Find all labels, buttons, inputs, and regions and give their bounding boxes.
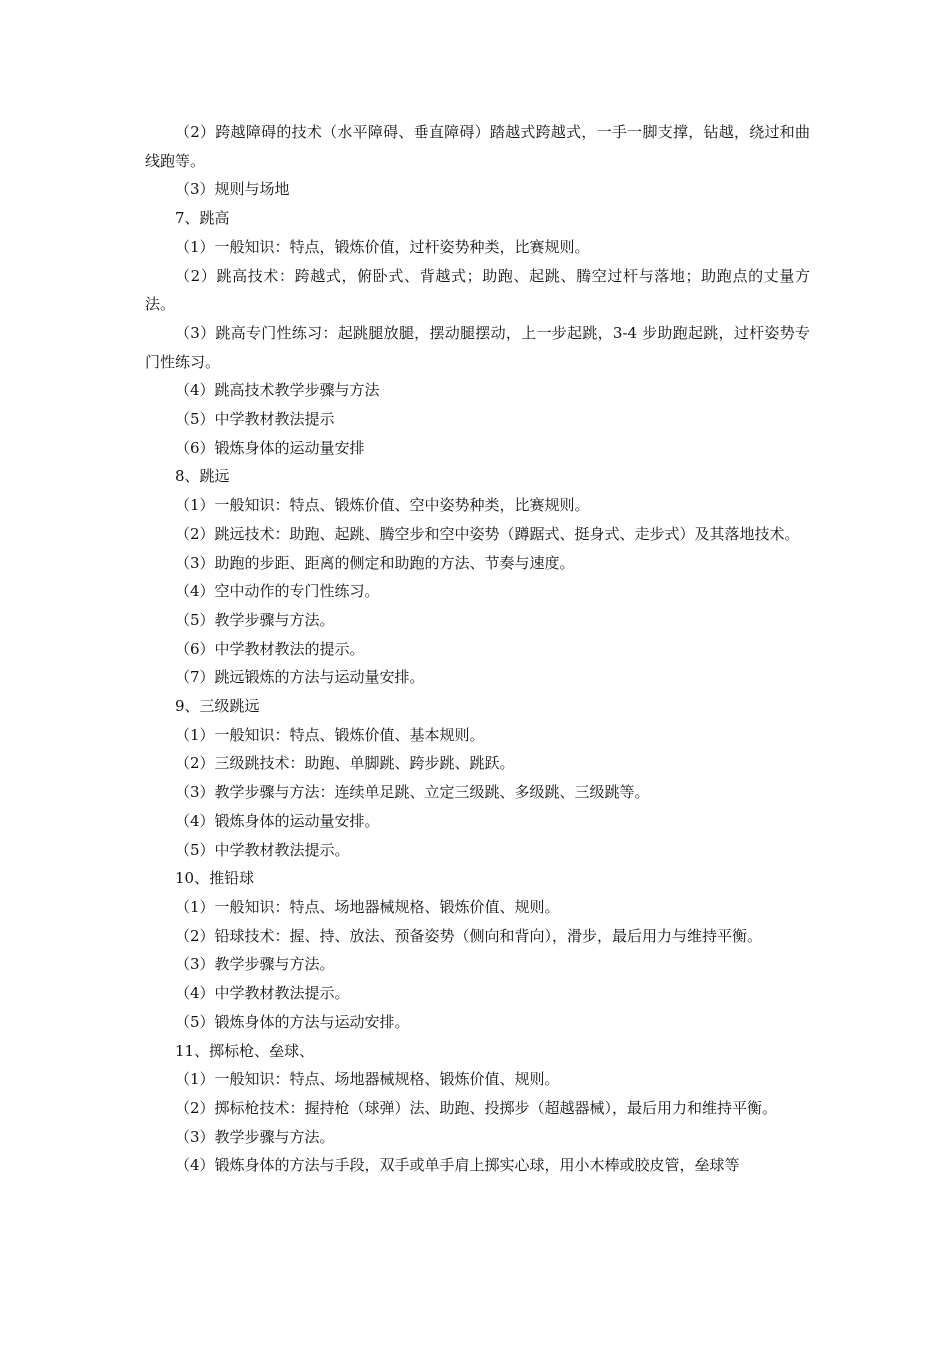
paragraph-triple-jump-general: （1）一般知识：特点、锻炼价值、基本规则。 — [175, 725, 485, 744]
section-heading-javelin-softball: 11、掷标枪、垒球、 — [175, 1041, 315, 1060]
paragraph-triple-jump-load: （4）锻炼身体的运动量安排。 — [175, 811, 380, 830]
paragraph-javelin-training: （4）锻炼身体的方法与手段，双手或单手肩上掷实心球，用小木棒或胶皮管，垒球等 — [175, 1156, 740, 1175]
paragraph-long-jump-teaching: （5）教学步骤与方法。 — [175, 610, 335, 629]
section-heading-high-jump: 7、跳高 — [175, 209, 230, 228]
paragraph-high-jump-textbook: （5）中学教材教法提示 — [175, 410, 335, 429]
paragraph-triple-jump-technique: （2）三级跳技术：助跑、单脚跳、跨步跳、跳跃。 — [175, 754, 515, 773]
paragraph-triple-jump-teaching: （3）教学步骤与方法：连续单足跳、立定三级跳、多级跳、三级跳等。 — [175, 783, 650, 802]
paragraph-long-jump-runup: （3）助跑的步距、距离的侧定和助跑的方法、节奏与速度。 — [175, 553, 575, 572]
document-body — [145, 118, 810, 1180]
paragraph-high-jump-technique: （2）跳高技术：跨越式，俯卧式、背越式；助跑、起跳、腾空过杆与落地；助跑点的丈量方法。 — [145, 266, 810, 314]
paragraph-shot-put-teaching: （3）教学步骤与方法。 — [175, 955, 335, 974]
paragraph-high-jump-general: （1）一般知识：特点，锻炼价值，过杆姿势种类，比赛规则。 — [175, 237, 590, 256]
paragraph-javelin-general: （1）一般知识：特点、场地器械规格、锻炼价值、规则。 — [175, 1070, 560, 1089]
paragraph-shot-put-load: （5）锻炼身体的方法与运动安排。 — [175, 1012, 410, 1031]
paragraph-shot-put-technique: （2）铅球技术：握、持、放法、预备姿势（侧向和背向），滑步，最后用力与维持平衡。 — [175, 926, 763, 945]
paragraph-long-jump-load: （7）跳远锻炼的方法与运动量安排。 — [175, 668, 425, 687]
paragraph-shot-put-general: （1）一般知识：特点、场地器械规格、锻炼价值、规则。 — [175, 897, 560, 916]
paragraph-long-jump-textbook: （6）中学教材教法的提示。 — [175, 639, 365, 658]
section-heading-triple-jump: 9、三级跳远 — [175, 697, 260, 716]
paragraph-triple-jump-textbook: （5）中学教材教法提示。 — [175, 840, 350, 859]
section-heading-long-jump: 8、跳远 — [175, 467, 230, 486]
paragraph-shot-put-textbook: （4）中学教材教法提示。 — [175, 984, 350, 1003]
paragraph-long-jump-air-drills: （4）空中动作的专门性练习。 — [175, 582, 380, 601]
paragraph-hurdle-technique: （2）跨越障碍的技术（水平障碍、垂直障碍）踏越式跨越式，一手一脚支撑，钻越，绕过和曲线跑等。 — [145, 123, 810, 170]
paragraph-long-jump-general: （1）一般知识：特点、锻炼价值、空中姿势种类，比赛规则。 — [175, 496, 590, 515]
section-heading-shot-put: 10、推铅球 — [175, 869, 255, 888]
paragraph-high-jump-drills: （3）跳高专门性练习：起跳腿放腿，摆动腿摆动，上一步起跳，3-4 步助跑起跳，过杆姿势专门性练习。 — [145, 323, 810, 371]
paragraph-javelin-technique: （2）掷标枪技术：握持枪（球弹）法、助跑、投掷步（超越器械），最后用力和维持平衡。 — [175, 1098, 778, 1117]
paragraph-high-jump-teaching: （4）跳高技术教学步骤与方法 — [175, 381, 380, 400]
paragraph-long-jump-technique: （2）跳远技术：助跑、起跳、腾空步和空中姿势（蹲踞式、挺身式、走步式）及其落地技术。 — [175, 524, 800, 543]
paragraph-high-jump-load: （6）锻炼身体的运动量安排 — [175, 438, 365, 457]
paragraph-javelin-teaching: （3）教学步骤与方法。 — [175, 1127, 335, 1146]
paragraph-rules-venue: （3）规则与场地 — [175, 180, 290, 199]
